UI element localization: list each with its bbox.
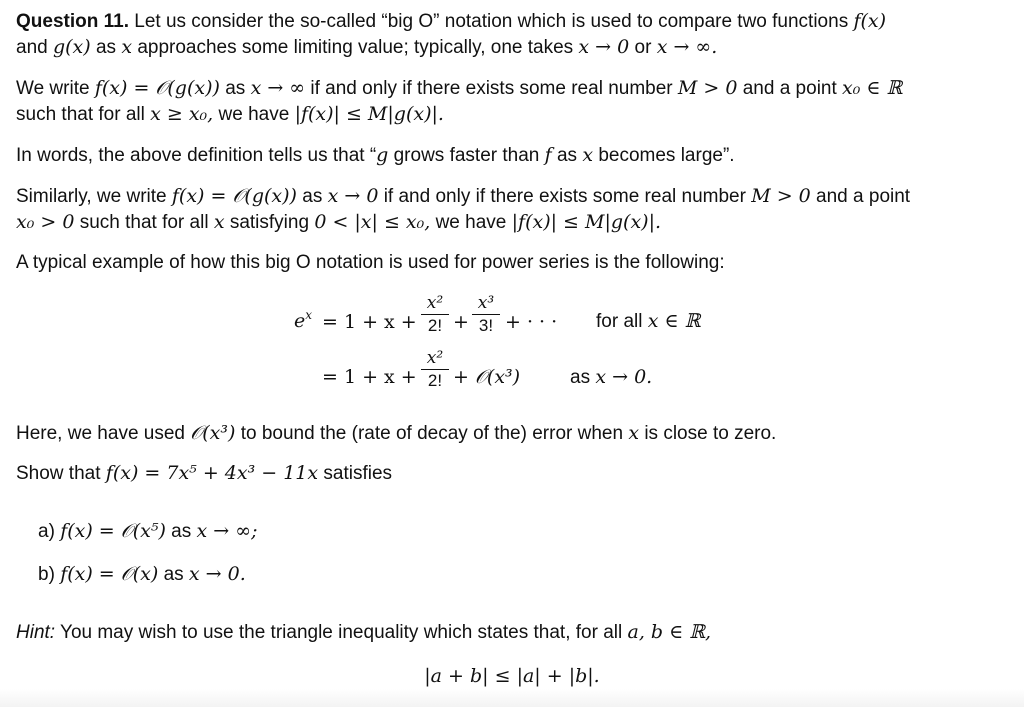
denominator: 2!	[427, 371, 443, 390]
math-limit: x → ∞;	[196, 520, 258, 542]
fraction-bar	[421, 314, 449, 315]
denominator: 2!	[427, 316, 443, 335]
in-words-line	[16, 142, 735, 169]
math-big-o-def: f(x) = 𝒪(g(x))	[94, 77, 220, 99]
math-limit: x → 0.	[595, 366, 653, 388]
math-big-o-x3: 𝒪(x³)	[190, 422, 236, 444]
similarly-line-1	[16, 183, 910, 210]
numerator: x²	[426, 348, 444, 368]
text: and a point	[816, 186, 911, 207]
math-gx: g(x)	[52, 36, 91, 58]
text: is close to zero.	[644, 423, 777, 444]
equation-ellipsis: + · · ·	[505, 311, 558, 333]
math-x: x	[213, 211, 225, 233]
text: Similarly, we write	[16, 186, 167, 207]
math-function-def: f(x) = 7x⁵ + 4x³ − 11x	[105, 462, 319, 484]
math-x: x	[628, 422, 640, 444]
math-fx: f(x)	[853, 10, 887, 32]
fraction-bar	[472, 314, 500, 315]
math-inequality: |f(x)| ≤ M|g(x)|.	[511, 211, 662, 233]
condition-row2	[570, 366, 652, 389]
text: as	[163, 564, 184, 585]
text: approaches some limiting value; typically, one takes	[137, 37, 574, 58]
hint-label: Hint:	[16, 622, 56, 643]
fraction-bar	[421, 369, 449, 370]
show-line	[16, 460, 392, 487]
text: In words, the above definition tells us that “	[16, 145, 377, 166]
text: if and only if there exists some real number	[310, 78, 673, 99]
intro-text: Let us consider the so-called “big O” notation which is used to compare two functions	[134, 11, 849, 32]
triangle-inequality: |a + b| ≤ |a| + |b|.	[424, 665, 600, 687]
math-condition: 0 < |x| ≤ x₀,	[314, 211, 431, 233]
text: and a point	[742, 78, 837, 99]
equation-row1-start: = 1 + x +	[322, 311, 417, 333]
math-g: g	[376, 144, 389, 166]
text: becomes large”.	[598, 145, 735, 166]
math-expr: f(x) = 𝒪(x)	[60, 563, 159, 585]
equation-row2-start: = 1 + x +	[322, 366, 417, 388]
math-big-o-def: f(x) = 𝒪(g(x))	[171, 185, 297, 207]
equation-plus: +	[453, 311, 469, 333]
text: such that for all	[16, 104, 145, 125]
text: as	[171, 521, 192, 542]
math-x: x	[121, 36, 133, 58]
math-m: M > 0	[677, 77, 738, 99]
math-f: f	[544, 144, 552, 166]
similarly-line-2	[16, 209, 661, 236]
text: for all	[596, 311, 643, 332]
equation-big-o-term: + 𝒪(x³)	[453, 366, 521, 388]
math-limit: x → 0	[327, 185, 379, 207]
fraction-x3-over-3	[472, 293, 500, 336]
hint-line	[16, 619, 711, 646]
text: and	[16, 37, 48, 58]
math-condition: x ≥ x₀,	[150, 103, 214, 125]
math-x0: x₀ ∈ ℝ	[842, 77, 903, 99]
text: as	[95, 37, 117, 58]
definition-line-2	[16, 101, 444, 128]
text: we have	[218, 104, 290, 125]
part-b	[38, 561, 246, 588]
text: grows faster than	[393, 145, 540, 166]
question-label: Question 11.	[16, 11, 129, 32]
here-line	[16, 420, 776, 447]
text: satisfying	[229, 212, 310, 233]
text: Here, we have used	[16, 423, 185, 444]
math-exponent: x	[305, 308, 313, 322]
text: as	[225, 78, 246, 99]
text: satisfies	[323, 463, 393, 484]
part-label: a)	[38, 521, 55, 542]
math-limit-infinity: x → ∞.	[656, 36, 718, 58]
math-limit: x → ∞	[250, 77, 306, 99]
math-inequality: |f(x)| ≤ M|g(x)|.	[294, 103, 444, 125]
math-vars: a, b ∈ ℝ,	[627, 621, 712, 643]
text: to bound the (rate of decay of the) error when	[240, 423, 624, 444]
denominator: 3!	[478, 316, 494, 335]
definition-line-1	[16, 75, 902, 102]
math-limit: x → 0.	[188, 563, 246, 585]
text: as	[302, 186, 323, 207]
text: such that for all	[79, 212, 209, 233]
math-x0: x₀ > 0	[16, 211, 75, 233]
fraction-x2-over-2	[421, 293, 449, 336]
intro-line-1	[16, 8, 886, 35]
text: You may wish to use the triangle inequality which states that, for all	[60, 622, 623, 643]
numerator: x³	[477, 293, 495, 313]
text: as	[570, 367, 591, 388]
text: or	[634, 37, 652, 58]
numerator: x²	[426, 293, 444, 313]
page-bottom-shade	[0, 689, 1024, 707]
fraction-x2-over-2	[421, 348, 449, 391]
math-x: x	[582, 144, 594, 166]
math-limit-zero: x → 0	[578, 36, 630, 58]
text: if and only if there exists some real number	[383, 186, 746, 207]
math-expr: f(x) = 𝒪(x⁵)	[60, 520, 166, 542]
text: as	[556, 145, 578, 166]
text: We write	[16, 78, 90, 99]
text: Show that	[16, 463, 101, 484]
equation-lhs	[294, 310, 312, 332]
condition-row1	[596, 310, 700, 333]
part-a	[38, 518, 257, 545]
part-label: b)	[38, 564, 55, 585]
math-m: M > 0	[751, 185, 811, 207]
text: we have	[435, 212, 507, 233]
math-x-in-r: x ∈ ℝ	[647, 310, 701, 332]
intro-line-2	[16, 34, 717, 61]
example-intro: A typical example of how this big O notation is used for power series is the following:	[16, 252, 725, 273]
math-e: e	[294, 310, 306, 332]
